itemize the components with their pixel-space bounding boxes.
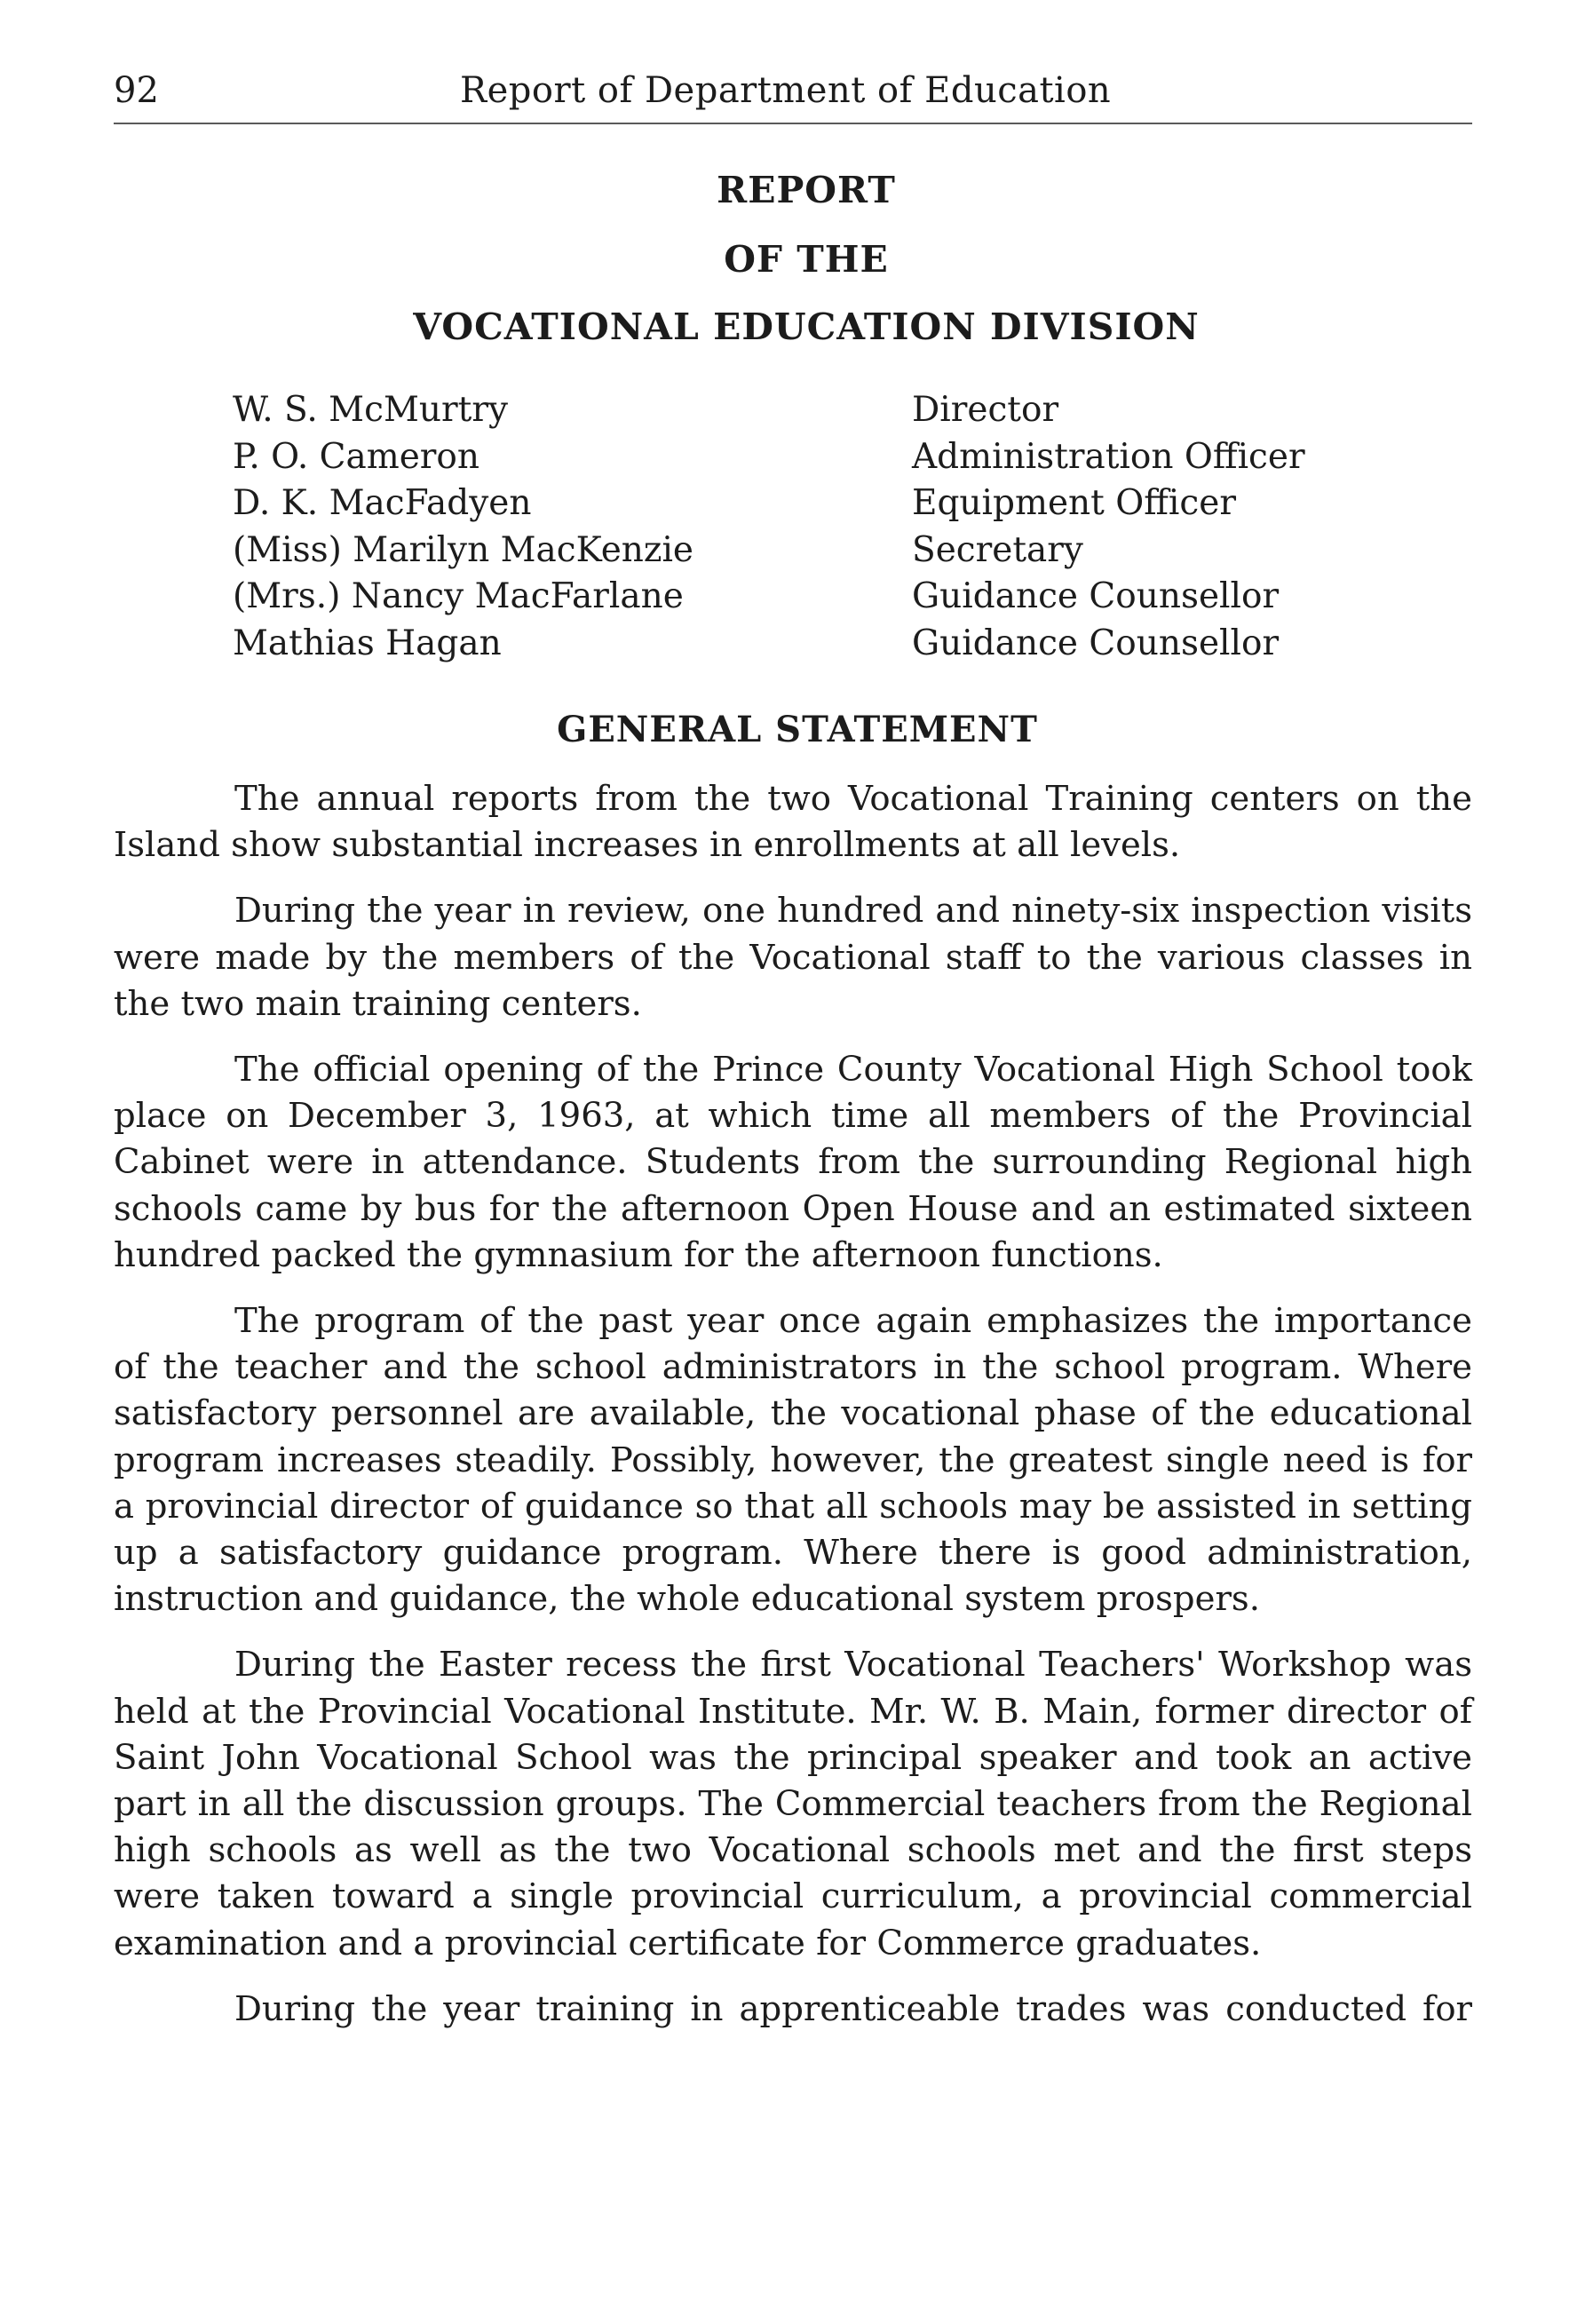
running-title: Report of Department of Education: [460, 70, 1112, 111]
staff-name: (Miss) Marilyn MacKenzie: [233, 529, 693, 570]
staff-name: (Mrs.) Nancy MacFarlane: [233, 576, 684, 616]
staff-row: [233, 434, 1476, 481]
page-number: 92: [114, 70, 159, 111]
staff-name: P. O. Cameron: [233, 436, 480, 477]
staff-row: [233, 621, 1476, 668]
staff-title: Secretary: [912, 529, 1083, 570]
paragraph: During the year in review, one hundred and ninety-six inspection visits were made by the members of the Vocational staff to the various classes in the two main training centers.: [114, 891, 1472, 1024]
staff-title: Guidance Counsellor: [912, 623, 1280, 663]
staff-row: [233, 480, 1476, 527]
staff-title: Administration Officer: [912, 436, 1305, 477]
header-rule: [114, 123, 1472, 124]
staff-title: Guidance Counsellor: [912, 576, 1280, 616]
section-heading: GENERAL STATEMENT: [557, 709, 1038, 750]
staff-row: [233, 387, 1476, 434]
staff-name: D. K. MacFadyen: [233, 483, 532, 523]
staff-name: Mathias Hagan: [233, 623, 502, 663]
report-heading: REPORT: [717, 169, 896, 211]
running-head: [114, 64, 1472, 117]
staff-row: [233, 527, 1476, 575]
staff-row: [233, 574, 1476, 621]
report-heading-of-the: OF THE: [724, 238, 889, 281]
staff-list: [233, 387, 1476, 667]
paragraph-continued: During the year training in apprenticeable trades was conducted for: [234, 1988, 1472, 2029]
division-heading: VOCATIONAL EDUCATION DIVISION: [413, 305, 1200, 348]
paragraph: The annual reports from the two Vocational Training centers on the Island show substantial increases in enrollments at all levels.: [114, 779, 1472, 866]
staff-title: Director: [912, 390, 1059, 430]
staff-title: Equipment Officer: [912, 483, 1236, 523]
paragraph: During the Easter recess the first Vocational Teachers' Workshop was held at the Provincial Vocational Institute. Mr. W. B. Main, former director of Saint John Vocational School was the principal speaker and took an active part in all the discussion groups. The Commercial teachers from the Regional high schools as well as the two Vocational schools met and the first steps were taken toward a single provincial curriculum, a provincial commercial examination and a provincial certificate for Commerce graduates.: [114, 1645, 1472, 1963]
staff-name: W. S. McMurtry: [233, 390, 509, 430]
body-text: [114, 776, 1472, 2052]
paragraph: The program of the past year once again emphasizes the importance of the teacher and the school administrators in the school program. Where satisfactory personnel are available, the vocational phase of the educational program increases steadily. Possibly, however, the greatest single need is for a provincial director of guidance so that all schools may be assisted in setting up a satisfactory guidance program. Where there is good administration, instruction and guidance, the whole educational system prospers.: [114, 1301, 1472, 1620]
paragraph: The official opening of the Prince County Vocational High School took place on December 3, 1963, at which time all members of the Provincial Cabinet were in attendance. Students from the surrounding Regional high schools came by bus for the afternoon Open House and an estimated sixteen hundred packed the gymnasium for the afternoon functions.: [114, 1050, 1472, 1275]
